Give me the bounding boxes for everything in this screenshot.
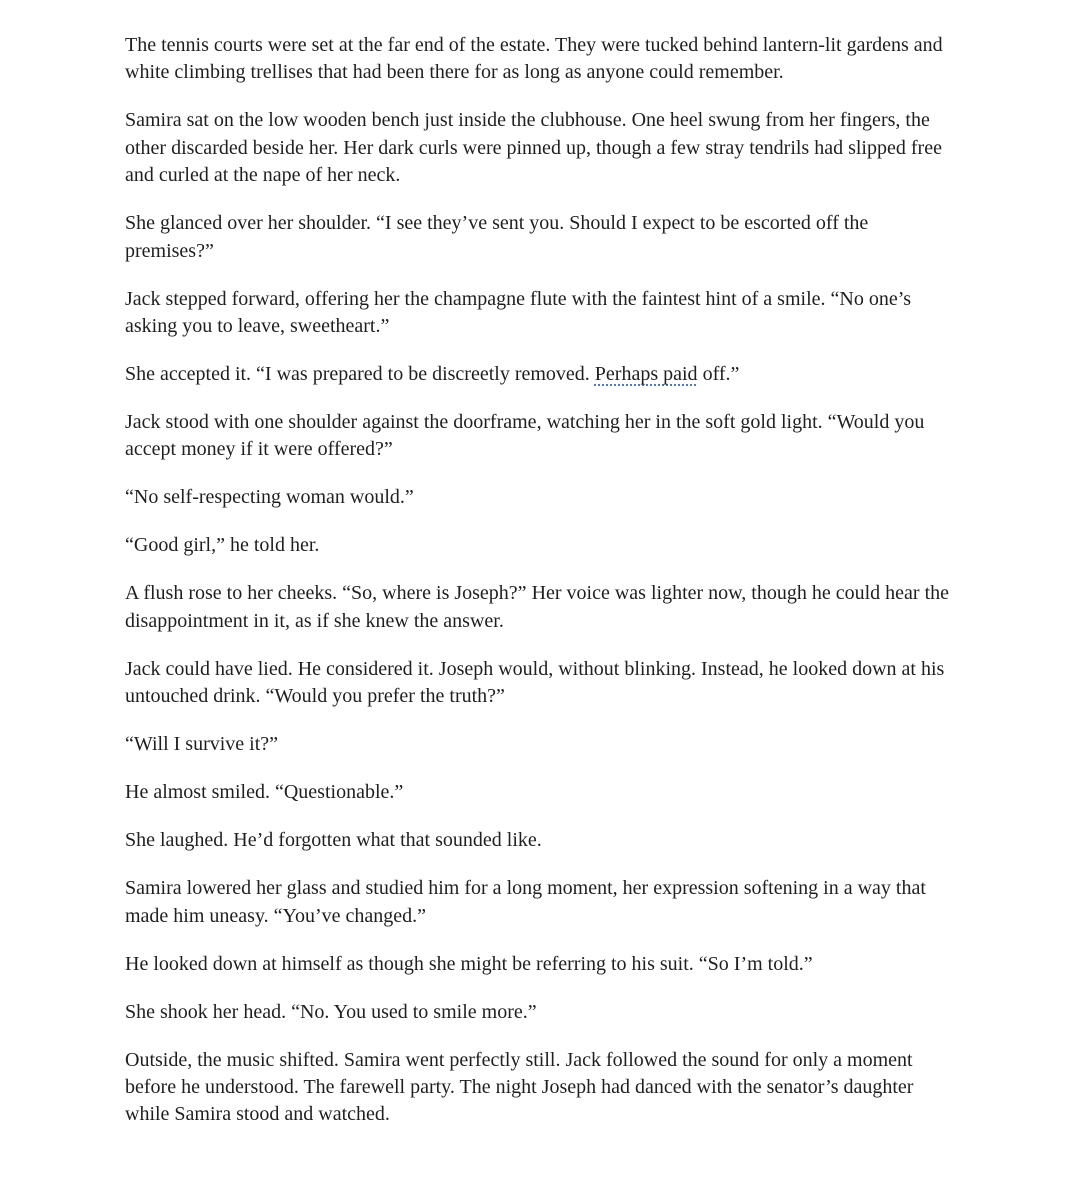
paragraph-14: Samira lowered her glass and studied him for a long moment, her expression softening in a way that made him uneasy. “You’ve changed.” (125, 877, 926, 927)
paragraph-1: The tennis courts were set at the far end of the estate. They were tucked behind lantern-lit gardens and white climbing trellises that had been there for as long as anyone could remember. (125, 34, 943, 84)
paragraph-9: A flush rose to her cheeks. “So, where is Joseph?” Her voice was lighter now, though he could hear the disappointment in it, as if she knew the answer. (125, 582, 950, 632)
paragraph-7: “No self-respecting woman would.” (125, 486, 414, 509)
document-body (125, 32, 950, 1149)
paragraph-12: He almost smiled. “Questionable.” (125, 781, 404, 804)
paragraph-17: Outside, the music shifted. Samira went perfectly still. Jack followed the sound for only a moment before he understood. The farewell party. The night Joseph had danced with the senator’s daughter while Samira stood and watched. (125, 1048, 914, 1126)
paragraph-11: “Will I survive it?” (125, 733, 279, 756)
paragraph-6: Jack stood with one shoulder against the doorframe, watching her in the soft gold light. “Would you accept money if it were offered?” (125, 411, 925, 461)
paragraph-5-text-start: She accepted it. “I was prepared to be discreetly removed. (125, 363, 595, 386)
grammar-suggestion-underline[interactable]: Perhaps paid (594, 363, 698, 386)
paragraph-5-text-end: off.” (697, 363, 740, 386)
paragraph-3: She glanced over her shoulder. “I see they’ve sent you. Should I expect to be escorted off the premises?” (125, 212, 869, 262)
paragraph-8: “Good girl,” he told her. (125, 534, 320, 557)
paragraph-13: She laughed. He’d forgotten what that sounded like. (125, 829, 542, 852)
paragraph-16: She shook her head. “No. You used to smile more.” (125, 1000, 537, 1023)
paragraph-15: He looked down at himself as though she might be referring to his suit. “So I’m told.” (125, 952, 813, 975)
paragraph-5 (125, 361, 950, 388)
paragraph-4: Jack stepped forward, offering her the champagne flute with the faintest hint of a smile. “No one’s asking you to leave, sweetheart.” (125, 287, 912, 338)
paragraph-2: Samira sat on the low wooden bench just inside the clubhouse. One heel swung from her fingers, the other discarded beside her. Her dark curls were pinned up, though a few stray tendrils had slipped free and curled at the nape of her neck. (125, 109, 942, 187)
paragraph-10: Jack could have lied. He considered it. Joseph would, without blinking. Instead, he looked down at his untouched drink. “Would you prefer the truth?” (125, 657, 945, 708)
